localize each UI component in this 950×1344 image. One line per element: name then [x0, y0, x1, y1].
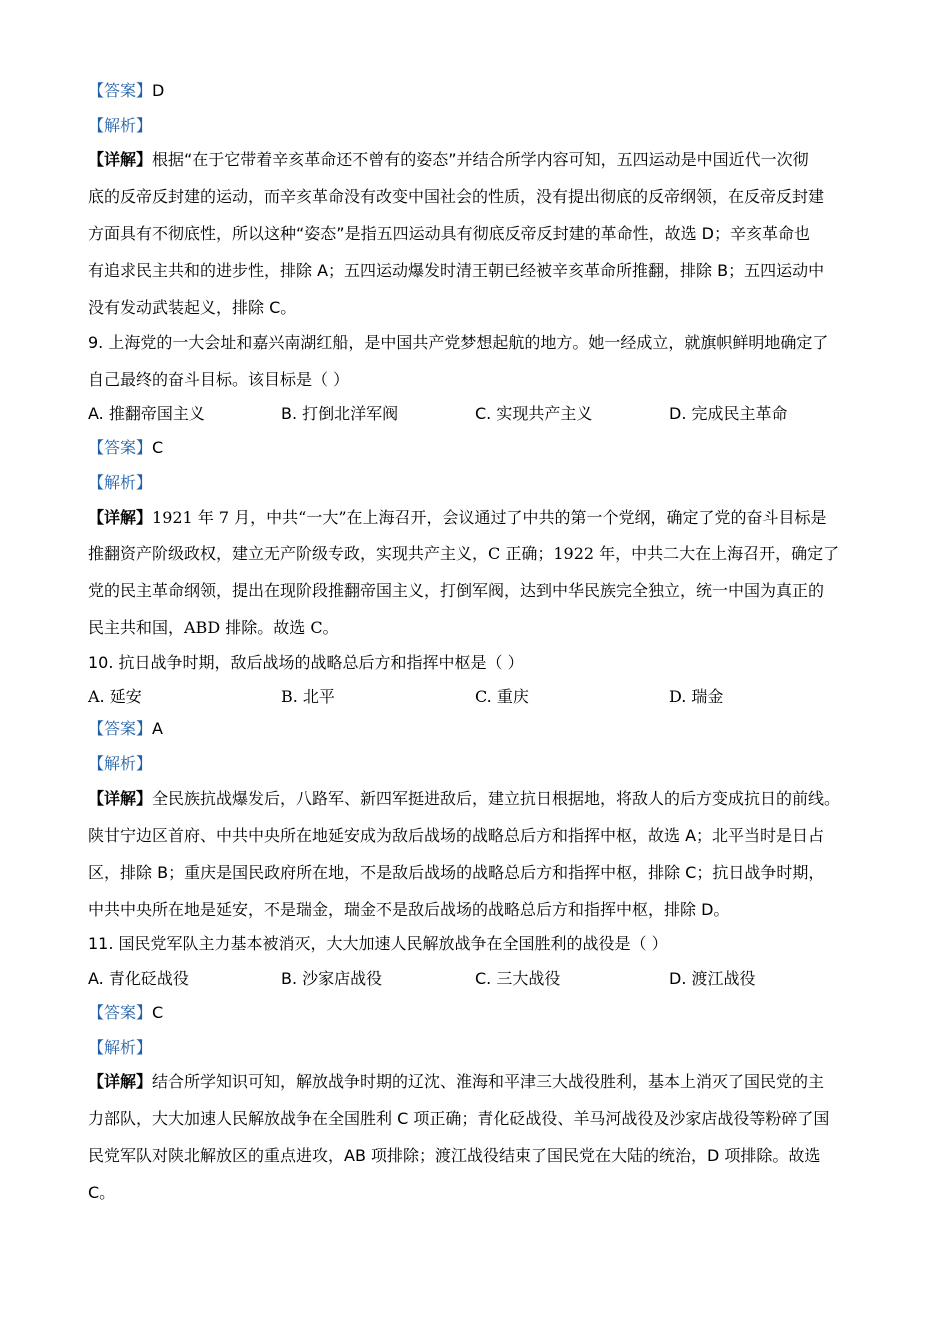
- q9-answer-line: [88, 437, 878, 459]
- answer-value: A: [152, 719, 163, 738]
- answer-tag: 【答案】: [88, 81, 153, 100]
- q10-option-a: A. 延安: [88, 687, 142, 706]
- detail-tag: 【详解】: [88, 1072, 153, 1091]
- q10-detail-line-0: 【详解】全民族抗战爆发后，八路军、新四军挺进敌后，建立抗日根据地，将敌人的后方变成抗日的前线。: [88, 789, 841, 808]
- q10-option-b: B. 北平: [281, 687, 335, 706]
- analysis-tag: 【解析】: [88, 754, 153, 773]
- q11-option-a: A. 青化砭战役: [88, 969, 189, 988]
- q11-detail-line-3: C。: [88, 1183, 116, 1202]
- q10-option-d: D. 瑞金: [669, 687, 724, 706]
- q10-detail-line-3: 中共中央所在地是延安，不是瑞金，瑞金不是敌后战场的战略总后方和指挥中枢，排除 D。: [88, 900, 730, 919]
- answer-tag: 【答案】: [88, 719, 153, 738]
- q8-detail-line-0: 【详解】根据“在于它带着辛亥革命还不曾有的姿态”并结合所学内容可知，五四运动是中国近代一次彻: [88, 150, 809, 169]
- detail-tag: 【详解】: [88, 150, 153, 169]
- analysis-tag: 【解析】: [88, 1038, 153, 1057]
- q9-option-a: A. 推翻帝国主义: [88, 404, 205, 423]
- answer-value: D: [152, 81, 165, 100]
- q9-stem-line-0: 9. 上海党的一大会址和嘉兴南湖红船，是中国共产党梦想起航的地方。她一经成立，就旗帜鲜明地确定了: [88, 333, 829, 352]
- q9-detail-line-3: 民主共和国，ABD 排除。故选 C。: [88, 618, 339, 637]
- detail-tag: 【详解】: [88, 508, 153, 527]
- q11-stem-line-0: 11. 国民党军队主力基本被消灭，大大加速人民解放战争在全国胜利的战役是（ ）: [88, 934, 668, 953]
- q11-option-b: B. 沙家店战役: [281, 969, 383, 988]
- q9-option-d: D. 完成民主革命: [669, 404, 788, 423]
- q8-answer-line: [88, 80, 878, 102]
- q10-option-c: C. 重庆: [475, 687, 529, 706]
- q9-detail-line-2: 党的民主革命纲领，提出在现阶段推翻帝国主义，打倒军阀，达到中华民族完全独立，统一中国为真正的: [88, 581, 825, 600]
- q9-option-c: C. 实现共产主义: [475, 404, 593, 423]
- q9-stem-line-1: 自己最终的奋斗目标。该目标是（ ）: [88, 370, 350, 389]
- q11-answer-line: [88, 1002, 878, 1024]
- q11-detail-line-1: 力部队，大大加速人民解放战争在全国胜利 C 项正确；青化砭战役、羊马河战役及沙家店战役等粉碎了国: [88, 1109, 830, 1128]
- q11-option-d: D. 渡江战役: [669, 969, 756, 988]
- q8-detail-line-3: 有追求民主共和的进步性，排除 A；五四运动爆发时清王朝已经被辛亥革命所推翻，排除 B；五四运动中: [88, 261, 825, 280]
- analysis-tag: 【解析】: [88, 473, 153, 492]
- q9-detail-line-0: 【详解】1921 年 7 月，中共“一大”在上海召开，会议通过了中共的第一个党纲，确定了党的奋斗目标是: [88, 508, 827, 527]
- q10-answer-line: [88, 718, 878, 740]
- q8-detail-line-2: 方面具有不彻底性，所以这种“姿态”是指五四运动具有彻底反帝反封建的革命性，故选 D；辛亥革命也: [88, 224, 810, 243]
- q11-detail-line-0: 【详解】结合所学知识可知，解放战争时期的辽沈、淮海和平津三大战役胜利，基本上消灭了国民党的主: [88, 1072, 825, 1091]
- q8-detail-line-4: 没有发动武装起义，排除 C。: [88, 298, 297, 317]
- q9-option-b: B. 打倒北洋军阀: [281, 404, 399, 423]
- answer-value: C: [152, 438, 164, 457]
- answer-tag: 【答案】: [88, 1003, 153, 1022]
- q11-option-c: C. 三大战役: [475, 969, 561, 988]
- analysis-tag: 【解析】: [88, 116, 153, 135]
- q8-detail-line-1: 底的反帝反封建的运动，而辛亥革命没有改变中国社会的性质，没有提出彻底的反帝纲领，在反帝反封建: [88, 187, 825, 206]
- q10-stem-line-0: 10. 抗日战争时期，敌后战场的战略总后方和指挥中枢是（ ）: [88, 653, 524, 672]
- q11-detail-line-2: 民党军队对陕北解放区的重点进攻，AB 项排除；渡江战役结束了国民党在大陆的统治，D 项排除。故选: [88, 1146, 821, 1165]
- answer-value: C: [152, 1003, 164, 1022]
- detail-tag: 【详解】: [88, 789, 153, 808]
- q9-detail-line-1: 推翻资产阶级政权，建立无产阶级专政，实现共产主义，C 正确；1922 年，中共二大在上海召开，确定了: [88, 544, 840, 563]
- answer-tag: 【答案】: [88, 438, 153, 457]
- q10-detail-line-1: 陕甘宁边区首府、中共中央所在地延安成为敌后战场的战略总后方和指挥中枢，故选 A；北平当时是日占: [88, 826, 825, 845]
- q10-detail-line-2: 区，排除 B；重庆是国民政府所在地，不是敌后战场的战略总后方和指挥中枢，排除 C；抗日战争时期，: [88, 863, 825, 882]
